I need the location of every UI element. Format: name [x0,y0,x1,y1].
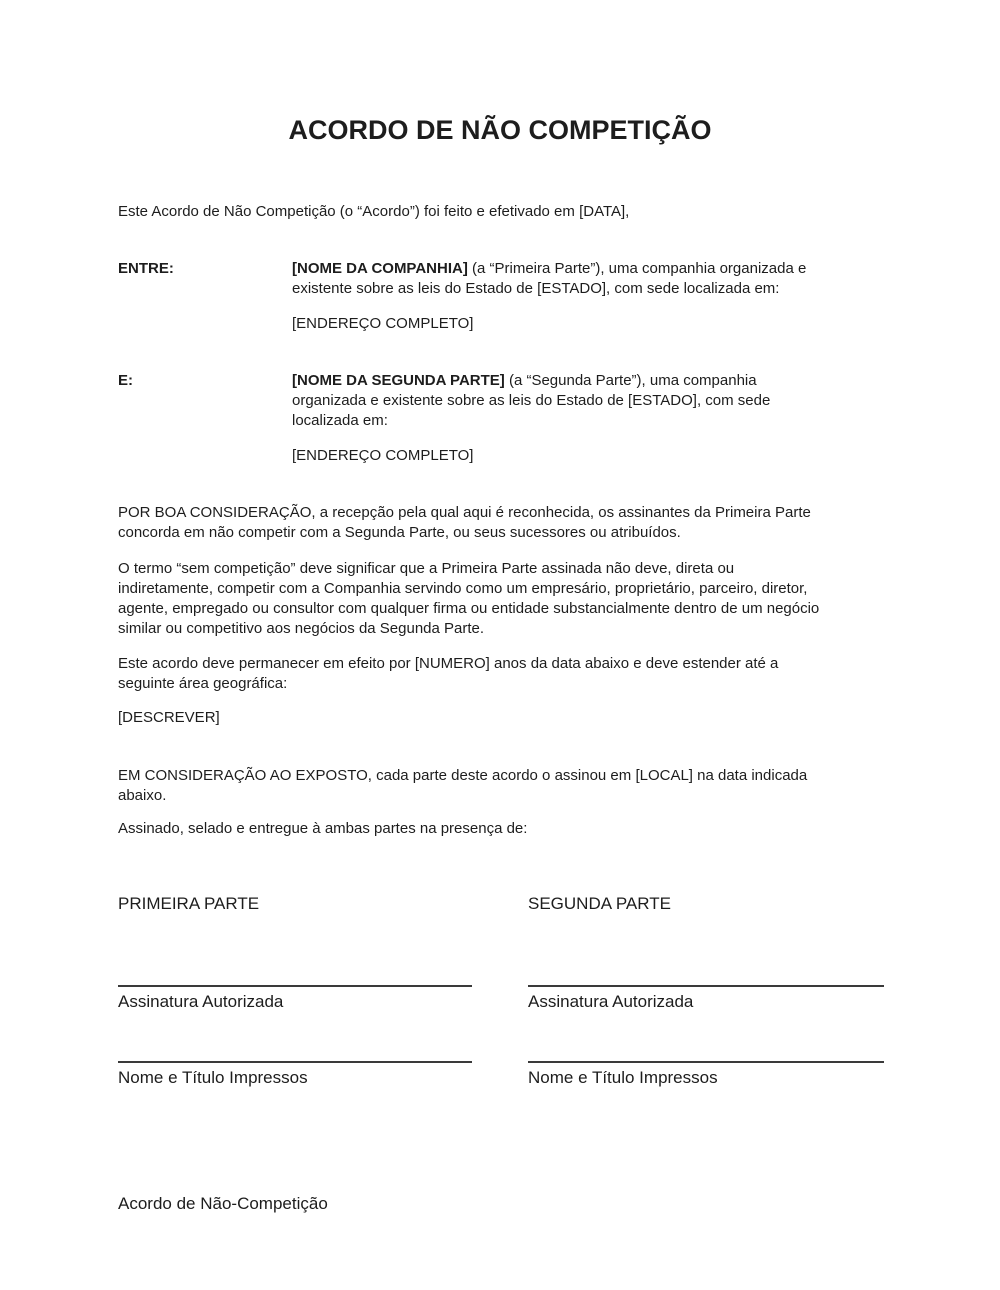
paragraph-consideration-line-2: concorda em não competir com a Segunda Parte, ou seus sucessores ou atribuídos. [118,524,681,541]
first-party-name-line [118,1061,472,1063]
paragraph-witness-line-1: EM CONSIDERAÇÃO AO EXPOSTO, cada parte deste acordo o assinou em [LOCAL] na data indicada [118,767,808,784]
describe-placeholder: [DESCREVER] [118,709,220,726]
second-party-signature-label: Assinatura Autorizada [528,992,694,1011]
paragraph-witness-line-2: abaixo. [118,787,167,804]
party-1-desc-text: (a “Primeira Parte”), uma companhia organizada e [472,260,807,277]
footer-document-title: Acordo de Não-Competição [118,1194,328,1213]
page-title: ACORDO DE NÃO COMPETIÇÃO [288,115,712,145]
first-party-signature-line [118,985,472,987]
second-party-name-line [528,1061,884,1063]
paragraph-duration-line-1: Este acordo deve permanecer em efeito por [NUMERO] anos da data abaixo e deve estender até a [118,655,779,672]
second-party-header: SEGUNDA PARTE [528,894,671,913]
party-1-description [292,259,892,299]
party-2-desc-text: (a “Segunda Parte”), uma companhia [508,372,757,389]
party-1-description-line-2: existente sobre as leis do Estado de [ESTADO], com sede localizada em: [292,280,780,297]
party-1-name-placeholder: [NOME DA COMPANHIA] [292,260,468,277]
party-2-name-placeholder: [NOME DA SEGUNDA PARTE] [292,372,505,389]
paragraph-duration [118,654,890,694]
paragraph-term-line-3: agente, empregado ou consultor com qualquer firma ou entidade substancialmente dentro de um negócio [118,600,820,617]
party-1-description-line-1 [292,259,892,279]
party-1-label: ENTRE: [118,260,174,277]
first-party-header: PRIMEIRA PARTE [118,894,260,913]
paragraph-consideration-line-1: POR BOA CONSIDERAÇÃO, a recepção pela qual aqui é reconhecida, os assinantes da Primeira Parte [118,504,811,521]
paragraph-signed-sealed: Assinado, selado e entregue à ambas partes na presença de: [118,820,528,837]
paragraph-term-line-1: O termo “sem competição” deve significar que a Primeira Parte assinada não deve, direta ou [118,560,735,577]
party-2-address-placeholder: [ENDEREÇO COMPLETO] [292,447,474,464]
party-2-description-line-2: organizada e existente sobre as leis do Estado de [ESTADO], com sede [292,392,771,409]
paragraph-term-definition [118,559,890,639]
paragraph-duration-line-2: seguinte área geográfica: [118,675,288,692]
party-2-description-line-3: localizada em: [292,412,388,429]
paragraph-term-line-4: similar ou competitivo aos negócios da Segunda Parte. [118,620,485,637]
paragraph-consideration [118,503,890,543]
intro-paragraph: Este Acordo de Não Competição (o “Acordo”) foi feito e efetivado em [DATA], [118,203,630,220]
second-party-name-title-label: Nome e Título Impressos [528,1068,718,1087]
first-party-signature-label: Assinatura Autorizada [118,992,284,1011]
party-1-address-placeholder: [ENDEREÇO COMPLETO] [292,315,474,332]
paragraph-term-line-2: indiretamente, competir com a Companhia servindo como um empresário, proprietário, parceiro, diretor, [118,580,808,597]
second-party-signature-line [528,985,884,987]
party-2-label: E: [118,372,133,389]
paragraph-witness [118,766,890,806]
party-2-description-line-1 [292,371,852,391]
first-party-name-title-label: Nome e Título Impressos [118,1068,308,1087]
party-2-description [292,371,852,431]
